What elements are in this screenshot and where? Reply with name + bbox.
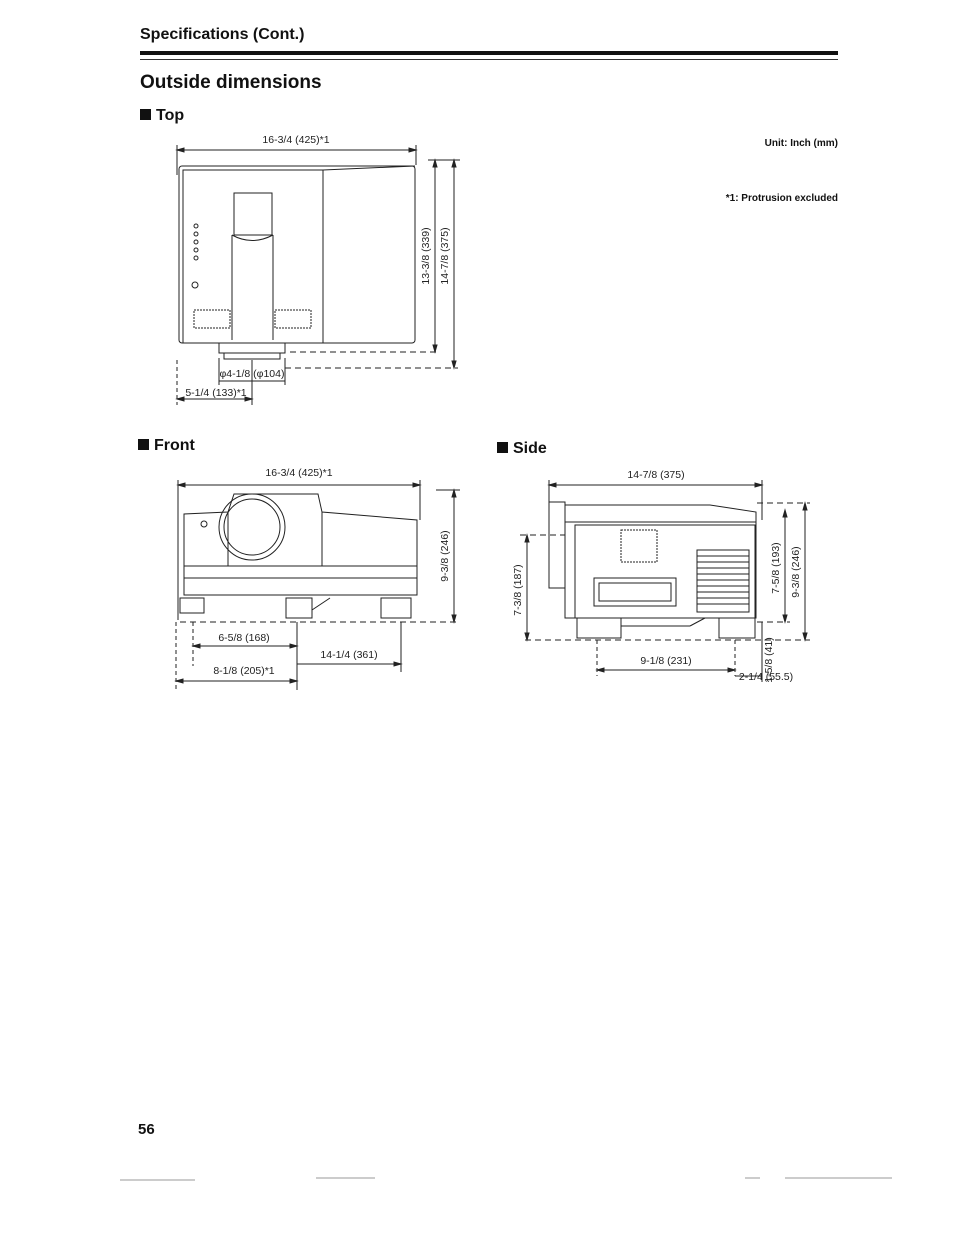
side-depth-label: 14-7/8 (375) [627,469,685,481]
front-view-drawing [176,480,460,690]
side-foot-offset-label: 2-1/4 (55.5) [738,671,794,683]
side-bottom-dim-label: 9-1/8 (231) [640,655,692,667]
front-dim-c-label: 8-1/8 (205)*1 [213,665,275,677]
section-title: Outside dimensions [140,72,322,93]
dimension-labels [185,134,802,683]
page-header-title: Specifications (Cont.) [140,26,305,43]
subheading-top-label: Top [156,107,185,124]
front-width-label: 16-3/4 (425)*1 [265,467,333,479]
subheading-side-label: Side [513,440,547,457]
footer-scan-lines [120,1178,892,1180]
top-width-label: 16-3/4 (425)*1 [262,134,330,146]
top-depth-body-label: 13-3/8 (339) [420,227,432,285]
top-depth-total-label: 14-7/8 (375) [439,227,451,285]
front-height-label: 9-3/8 (246) [439,530,451,582]
side-height-left-label: 7-3/8 (187) [512,564,524,616]
subheading-front-label: Front [154,437,195,454]
front-dim-b-label: 14-1/4 (361) [320,649,378,661]
page-number: 56 [138,1121,155,1138]
top-lens-offset-label: 5-1/4 (133)*1 [185,387,247,399]
side-foot-height-label: 1-5/8 (41) [763,637,775,683]
protrusion-note: *1: Protrusion excluded [725,193,838,204]
top-lens-diameter-label: φ4-1/8 (φ104) [219,368,285,380]
front-dim-a-label: 6-5/8 (168) [218,632,270,644]
side-height-total-label: 9-3/8 (246) [790,546,802,598]
top-view-drawing [177,145,460,405]
side-height-mid-label: 7-5/8 (193) [770,542,782,594]
unit-note: Unit: Inch (mm) [764,138,838,149]
